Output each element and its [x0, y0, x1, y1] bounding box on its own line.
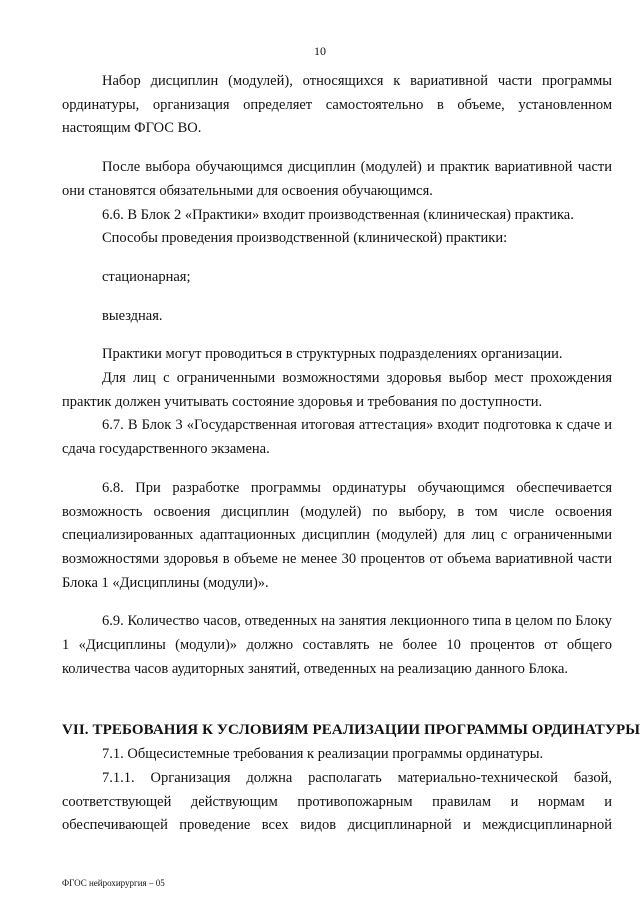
- section-heading: VII. ТРЕБОВАНИЯ К УСЛОВИЯМ РЕАЛИЗАЦИИ ПРОГРАММЫ ОРДИНАТУРЫ: [62, 722, 640, 739]
- paragraph-practice-methods: Способы проведения производственной (клинической) практики:: [102, 230, 508, 247]
- paragraph-variative-set: Набор дисциплин (модулей), относящихся к вариативной части программы ординатуры, организация определяет самостоятельно в объеме, установленном настоящим ФГОС ВО.: [62, 73, 612, 137]
- paragraph-field: выездная.: [102, 307, 163, 324]
- paragraph-stationary: стационарная;: [102, 268, 191, 285]
- paragraph-limited-abilities: Для лиц с ограниченными возможностями здоровья выбор мест прохождения практик должен учитывать состояние здоровья и требования по доступности.: [62, 370, 612, 410]
- document-body: [62, 70, 640, 838]
- paragraph-7-1: 7.1. Общесистемные требования к реализации программы ординатуры.: [102, 746, 544, 763]
- paragraph-7-1-1: 7.1.1. Организация должна располагать материально-технической базой, соответствующей действующим противопожарным правилам и нормам и обеспечивающей проведение всех видов дисциплинарной и междисциплинарной: [62, 769, 612, 834]
- footer-label: ФГОС нейрохирургия – 05: [62, 878, 165, 888]
- paragraph-6-6: 6.6. В Блок 2 «Практики» входит производственная (клиническая) практика.: [102, 206, 574, 223]
- paragraph-6-8: 6.8. При разработке программы ординатуры обучающимся обеспечивается возможность освоения дисциплин (модулей) по выбору, в том числе освоения специализированных адаптационных дисциплин (модулей) для лиц с ограниченными возможностями здоровья в объеме не менее 30 процентов от объема вариативной части Блока 1 «Дисциплины (модули)».: [62, 479, 612, 591]
- paragraph-after-choice: После выбора обучающимся дисциплин (модулей) и практик вариативной части они становятся обязательными для освоения обучающимся.: [62, 159, 612, 199]
- page-number: 10: [314, 44, 326, 58]
- paragraph-practice-units: Практики могут проводиться в структурных подразделениях организации.: [102, 346, 563, 363]
- paragraph-6-9: 6.9. Количество часов, отведенных на занятия лекционного типа в целом по Блоку 1 «Дисциплины (модули)» должно составлять не более 10 процентов от общего количества часов аудиторных занятий, отведенных на реализацию данного Блока.: [62, 613, 612, 677]
- paragraph-6-7: 6.7. В Блок 3 «Государственная итоговая аттестация» входит подготовка к сдаче и сдача государственного экзамена.: [62, 417, 612, 458]
